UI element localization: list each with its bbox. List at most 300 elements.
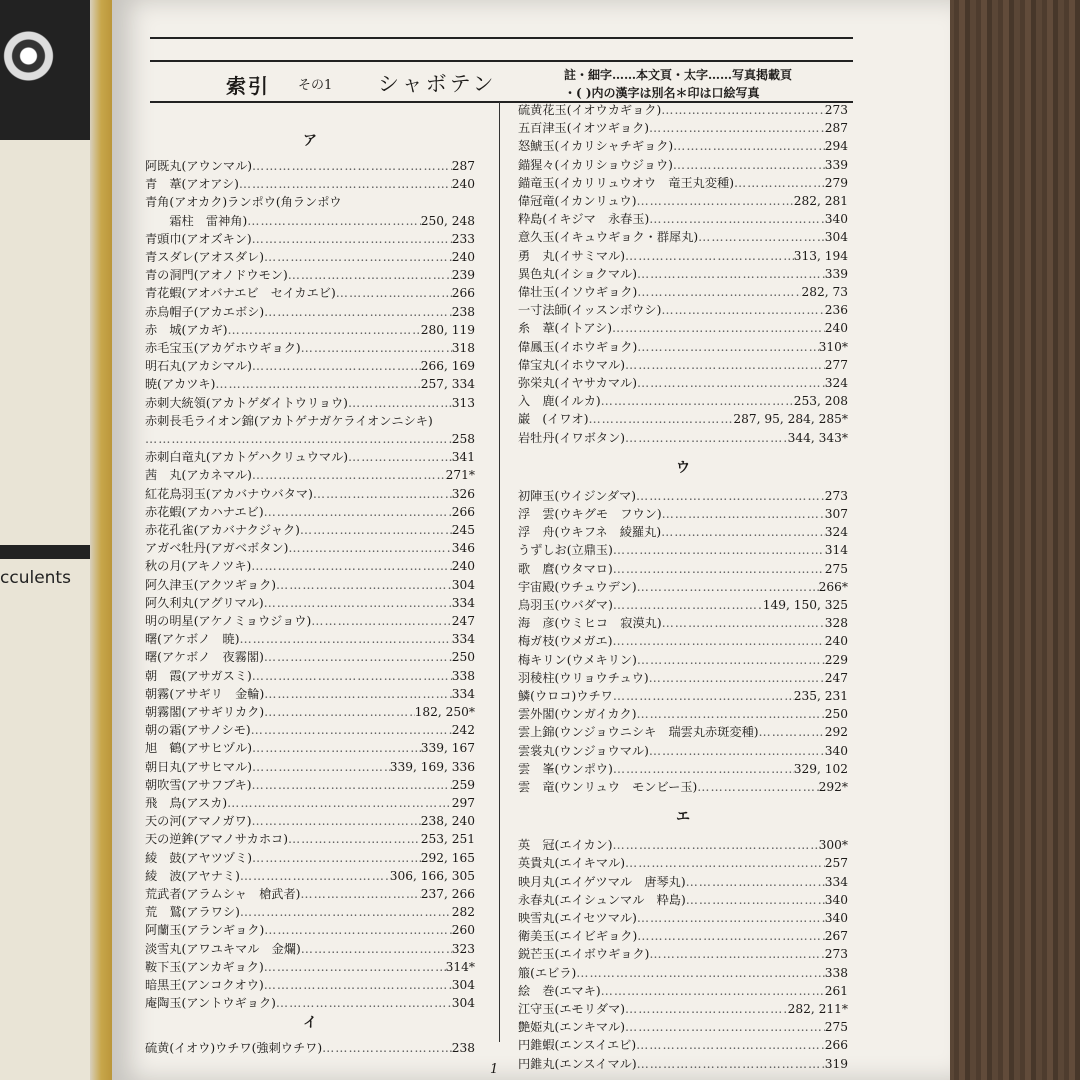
leader-dots bbox=[625, 356, 825, 374]
entry-pages: 233 bbox=[451, 231, 475, 246]
entry-pages: 240 bbox=[451, 559, 475, 574]
entry-pages: 266 bbox=[824, 1038, 848, 1053]
leader-dots bbox=[637, 374, 825, 392]
entry-pages: 318 bbox=[451, 341, 475, 355]
entry-pages: 258 bbox=[451, 432, 475, 446]
index-entry bbox=[518, 778, 848, 796]
leader-dots bbox=[734, 174, 825, 192]
leader-dots bbox=[145, 430, 452, 448]
entry-name: 阿蘭玉(アランギョク) bbox=[145, 923, 265, 938]
entry-pages: 240 bbox=[824, 634, 848, 649]
leader-dots bbox=[252, 667, 452, 685]
entry-pages: 313 bbox=[451, 395, 475, 410]
leader-dots bbox=[612, 836, 818, 854]
entry-name: 淡雪丸(アワユキマル 金爛) bbox=[145, 941, 301, 956]
entry-name: 雲上錦(ウンジョウニシキ 瑞雲丸赤斑変種) bbox=[518, 725, 759, 740]
index-entry bbox=[518, 301, 848, 319]
leader-dots bbox=[342, 193, 475, 211]
entry-name: 荒 鷲(アラワシ) bbox=[145, 905, 240, 920]
leader-dots bbox=[613, 687, 794, 705]
index-entry bbox=[518, 964, 848, 982]
leader-dots bbox=[252, 758, 390, 776]
leader-dots bbox=[759, 723, 825, 741]
index-entry bbox=[518, 742, 848, 760]
leader-dots bbox=[301, 940, 452, 958]
leader-dots bbox=[276, 576, 452, 594]
leader-dots bbox=[311, 612, 451, 630]
index-entry bbox=[145, 994, 475, 1012]
entry-pages: 282 bbox=[451, 905, 475, 920]
leader-dots bbox=[613, 541, 825, 559]
entry-pages: 267 bbox=[824, 929, 848, 944]
entry-name: 英 冠(エイカン) bbox=[518, 838, 613, 853]
entry-pages: 304 bbox=[451, 978, 475, 992]
leader-dots bbox=[661, 301, 824, 319]
entry-pages: 334 bbox=[824, 874, 848, 889]
entry-name: 朝吹雪(アサフブキ) bbox=[145, 777, 252, 792]
entry-name: 雲裳丸(ウンジョウマル) bbox=[518, 743, 649, 758]
leader-dots bbox=[276, 994, 452, 1012]
entry-pages: 259 bbox=[451, 777, 475, 792]
adjacent-book bbox=[0, 0, 118, 1080]
leader-dots bbox=[686, 873, 825, 891]
index-entry bbox=[518, 596, 848, 614]
entry-name: 宇宙殿(ウチュウデン) bbox=[518, 579, 637, 594]
leader-dots bbox=[227, 794, 452, 812]
entry-name: 糸 葦(イトアシ) bbox=[518, 321, 612, 336]
entry-pages: 282, 211* bbox=[787, 1002, 848, 1016]
index-entry bbox=[518, 723, 848, 741]
entry-name: 入 鹿(イルカ) bbox=[518, 394, 601, 409]
entry-pages: 292, 165 bbox=[420, 850, 475, 865]
entry-pages: 250 bbox=[451, 650, 475, 665]
entry-name: 天の河(アマノガワ) bbox=[145, 814, 252, 829]
entry-pages: 314* bbox=[445, 959, 475, 974]
entry-name: 絵 巻(エマキ) bbox=[518, 983, 601, 998]
leader-dots bbox=[215, 375, 420, 393]
index-entry bbox=[518, 156, 848, 174]
entry-pages: 310* bbox=[818, 339, 848, 354]
leader-dots bbox=[240, 867, 390, 885]
index-entry bbox=[518, 487, 848, 505]
entry-pages: 329, 102 bbox=[793, 761, 848, 776]
entry-name: アガベ牡丹(アガベボタン) bbox=[145, 541, 289, 556]
index-entry bbox=[145, 466, 475, 484]
leader-dots bbox=[264, 648, 452, 666]
entry-name: 青スダレ(アオスダレ) bbox=[145, 250, 264, 264]
entry-name: 梅キリン(ウメキリン) bbox=[518, 652, 637, 667]
leader-dots bbox=[264, 976, 452, 994]
index-entry bbox=[518, 174, 848, 192]
index-entry bbox=[145, 703, 475, 721]
entry-pages: 250 bbox=[824, 707, 848, 722]
entry-name: 赤毛宝玉(アカゲホウギョク) bbox=[145, 341, 301, 355]
leader-dots bbox=[251, 557, 451, 575]
index-entry bbox=[145, 1039, 475, 1057]
index-entry bbox=[518, 283, 848, 301]
leader-dots bbox=[247, 212, 420, 230]
leader-dots bbox=[264, 248, 452, 266]
index-entry bbox=[145, 485, 475, 503]
entry-name: 梅ガ枝(ウメガエ) bbox=[518, 634, 613, 649]
entry-name: 綾 鼓(アヤツヅミ) bbox=[145, 850, 253, 865]
entry-name: 勇 丸(イサミマル) bbox=[518, 248, 626, 263]
leader-dots bbox=[637, 651, 825, 669]
entry-name: 粋島(イキジマ 永春玉) bbox=[518, 212, 650, 227]
entry-pages: 334 bbox=[451, 595, 475, 610]
entry-name: 偉宝丸(イホウマル) bbox=[518, 357, 626, 372]
leader-dots bbox=[673, 137, 825, 155]
entry-name: 青角(アオカク)ランポウ(角ランポウ bbox=[145, 195, 342, 210]
leader-dots bbox=[661, 523, 825, 541]
index-entry bbox=[145, 940, 475, 958]
index-entry bbox=[145, 612, 475, 630]
leader-dots bbox=[637, 338, 818, 356]
index-entry bbox=[518, 247, 848, 265]
entry-pages: 338 bbox=[824, 965, 848, 980]
leader-dots bbox=[649, 119, 825, 137]
entry-name: うずしお(立鼎玉) bbox=[518, 543, 613, 558]
index-entry bbox=[518, 669, 848, 687]
entry-pages: 149, 150, 325 bbox=[762, 598, 848, 612]
index-entry bbox=[145, 776, 475, 794]
entry-pages: 282, 281 bbox=[793, 194, 848, 208]
leader-dots bbox=[288, 539, 451, 557]
entry-name: 箙(エビラ) bbox=[518, 965, 577, 980]
entry-name: 鱗(ウロコ)ウチワ bbox=[518, 689, 613, 703]
book-edge-label: cculents bbox=[0, 568, 71, 588]
entry-pages: 287 bbox=[824, 121, 848, 136]
index-entry bbox=[518, 854, 848, 872]
entry-name: 衛美玉(エイビギョク) bbox=[518, 929, 638, 944]
leader-dots bbox=[252, 230, 452, 248]
entry-pages: 306, 166, 305 bbox=[389, 868, 475, 883]
leader-dots bbox=[252, 357, 421, 375]
entry-name: 赤刺白竜丸(アカトゲハクリュウマル) bbox=[145, 450, 349, 465]
entry-name: 雲 峯(ウンポウ) bbox=[518, 761, 613, 776]
index-entry bbox=[145, 521, 475, 539]
entry-pages: 297 bbox=[451, 796, 475, 810]
entry-pages: 240 bbox=[824, 321, 848, 336]
entry-pages: 340 bbox=[824, 911, 848, 925]
entry-name: 朝霧(アサギリ 金輪) bbox=[145, 686, 265, 701]
entry-pages: 266 bbox=[451, 286, 475, 301]
entry-name: 円錐蝦(エンスイエビ) bbox=[518, 1038, 637, 1053]
entry-pages: 282, 73 bbox=[801, 285, 848, 299]
leader-dots bbox=[264, 503, 452, 521]
index-entry bbox=[145, 794, 475, 812]
entry-name: 雲外閣(ウンガイカク) bbox=[518, 707, 637, 722]
entry-pages: 304 bbox=[824, 230, 848, 245]
entry-name: 一寸法師(イッスンボウシ) bbox=[518, 303, 662, 318]
entry-pages: 334 bbox=[451, 686, 475, 701]
entry-pages: 240 bbox=[451, 250, 475, 264]
entry-name: 鞍下玉(アンカギョク) bbox=[145, 959, 264, 974]
entry-pages: 339 bbox=[824, 266, 848, 281]
leader-dots bbox=[348, 448, 452, 466]
leader-dots bbox=[252, 466, 446, 484]
leader-dots bbox=[637, 578, 819, 596]
entry-pages: 287 bbox=[451, 159, 475, 173]
index-entry bbox=[145, 248, 475, 266]
index-entry bbox=[518, 541, 848, 559]
entry-name: 暗黒王(アンコクオウ) bbox=[145, 978, 264, 992]
entry-pages: 273 bbox=[824, 103, 848, 117]
leader-dots bbox=[264, 685, 452, 703]
leader-dots bbox=[264, 921, 452, 939]
entry-pages: 279 bbox=[824, 175, 848, 190]
index-entry bbox=[518, 982, 848, 1000]
page-title: 索引 bbox=[226, 74, 270, 98]
entry-pages: 253, 251 bbox=[420, 832, 475, 847]
index-entry bbox=[518, 614, 848, 632]
index-entry bbox=[145, 758, 475, 776]
index-entry bbox=[145, 321, 475, 339]
index-entry bbox=[518, 705, 848, 723]
book-band bbox=[0, 545, 90, 559]
leader-dots bbox=[625, 854, 825, 872]
index-entry bbox=[145, 958, 475, 976]
index-entry bbox=[145, 284, 475, 302]
index-entry bbox=[145, 303, 475, 321]
entry-name: 江守玉(エモリダマ) bbox=[518, 1002, 626, 1016]
index-entry bbox=[145, 357, 475, 375]
entry-name: 赤 城(アカギ) bbox=[145, 322, 228, 337]
index-entry bbox=[145, 230, 475, 248]
leader-dots bbox=[698, 228, 825, 246]
index-entry bbox=[145, 394, 475, 412]
entry-pages: 237, 266 bbox=[420, 887, 475, 901]
entry-name: 鋭芒玉(エイボウギョク) bbox=[518, 947, 650, 962]
entry-name: 明の明星(アケノミョウジョウ) bbox=[145, 614, 312, 628]
entry-name: 朝 霞(アサガスミ) bbox=[145, 668, 252, 683]
entry-name: 円錐丸(エンスイマル) bbox=[518, 1056, 637, 1071]
index-entry bbox=[518, 836, 848, 854]
entry-name: 秋の月(アキノツキ) bbox=[145, 559, 252, 574]
index-entry bbox=[145, 157, 475, 175]
index-entry bbox=[518, 651, 848, 669]
entry-name: 怒鯱玉(イカリシャチギョク) bbox=[518, 139, 674, 154]
entry-pages: 240 bbox=[451, 177, 475, 192]
entry-name: 映雪丸(エイセツマル) bbox=[518, 911, 637, 925]
entry-name: 青の洞門(アオノドウモン) bbox=[145, 268, 288, 283]
entry-pages: 275 bbox=[824, 561, 848, 576]
entry-name: 意久玉(イキュウギョク・群犀丸) bbox=[518, 230, 699, 245]
entry-name: 羽稜柱(ウリョウチュウ) bbox=[518, 670, 649, 685]
index-entry bbox=[518, 410, 848, 428]
index-entry bbox=[518, 1055, 848, 1073]
entry-name: 天の逆鉾(アマノサカホコ) bbox=[145, 832, 288, 847]
entry-name: 歌 麿(ウタマロ) bbox=[518, 561, 613, 576]
leader-dots bbox=[662, 505, 825, 523]
entry-pages: 287, 95, 284, 285* bbox=[733, 412, 848, 427]
entry-pages: 261 bbox=[824, 983, 848, 998]
entry-pages: 235, 231 bbox=[793, 689, 848, 703]
entry-pages: 294 bbox=[824, 139, 848, 154]
leader-dots bbox=[637, 283, 801, 301]
leader-dots bbox=[239, 175, 452, 193]
entry-name: 五百津玉(イオツギョク) bbox=[518, 121, 650, 136]
index-entry bbox=[518, 228, 848, 246]
index-entry bbox=[145, 539, 475, 557]
entry-name: 青 葦(アオアシ) bbox=[145, 177, 239, 192]
entry-name: 阿久利丸(アグリマル) bbox=[145, 595, 264, 610]
entry-pages: 304 bbox=[451, 996, 475, 1011]
entry-name: 映月丸(エイゲツマル 唐琴丸) bbox=[518, 874, 686, 889]
entry-pages: 266* bbox=[818, 579, 848, 594]
index-entry bbox=[518, 687, 848, 705]
leader-dots bbox=[613, 560, 825, 578]
leader-dots bbox=[251, 721, 452, 739]
index-entry bbox=[518, 909, 848, 927]
index-entry bbox=[518, 192, 848, 210]
index-entry bbox=[518, 429, 848, 447]
leader-dots bbox=[601, 392, 794, 410]
entry-name: 初陣玉(ウイジンダマ) bbox=[518, 488, 637, 503]
entry-pages: 266, 169 bbox=[420, 359, 475, 374]
index-entry bbox=[145, 976, 475, 994]
index-entry bbox=[145, 903, 475, 921]
entry-name: 曙(アケボノ 夜霧閣) bbox=[145, 650, 264, 665]
leader-dots bbox=[313, 485, 452, 503]
entry-pages: 346 bbox=[451, 541, 475, 556]
index-entry bbox=[518, 392, 848, 410]
entry-pages: 340 bbox=[824, 212, 848, 227]
index-entry bbox=[145, 812, 475, 830]
entry-name: 硫黄(イオウ)ウチワ(強刺ウチワ) bbox=[145, 1041, 323, 1056]
index-entry bbox=[145, 594, 475, 612]
entry-pages: 257, 334 bbox=[420, 377, 475, 392]
entry-name: 英貴丸(エイキマル) bbox=[518, 856, 626, 871]
entry-pages: 280, 119 bbox=[420, 322, 475, 337]
entry-name: 庵陶玉(アントウギョク) bbox=[145, 996, 276, 1011]
index-entry bbox=[518, 505, 848, 523]
entry-pages: 182, 250* bbox=[414, 705, 475, 719]
entry-pages: 257 bbox=[824, 856, 848, 871]
leader-dots bbox=[625, 247, 794, 265]
entry-name: 青頭巾(アオズキン) bbox=[145, 231, 252, 246]
entry-pages: 245 bbox=[451, 523, 475, 537]
index-entry bbox=[145, 849, 475, 867]
entry-pages: 326 bbox=[451, 486, 475, 501]
leader-dots bbox=[433, 412, 475, 430]
index-entry bbox=[518, 356, 848, 374]
entry-pages: 319 bbox=[824, 1056, 848, 1071]
leader-dots bbox=[636, 705, 824, 723]
entry-name: 永春丸(エイシュンマル 粋島) bbox=[518, 892, 686, 907]
index-entry bbox=[518, 632, 848, 650]
entry-pages: 292 bbox=[824, 725, 848, 740]
entry-pages: 334 bbox=[451, 632, 475, 647]
index-entry bbox=[145, 830, 475, 848]
leader-dots bbox=[264, 594, 452, 612]
entry-pages: 273 bbox=[824, 488, 848, 503]
leader-dots bbox=[673, 156, 825, 174]
entry-name: 浮 雲(ウキグモ フウン) bbox=[518, 507, 662, 521]
leader-dots bbox=[264, 703, 415, 721]
leader-dots bbox=[322, 1039, 452, 1057]
leader-dots bbox=[288, 266, 452, 284]
index-entry bbox=[145, 685, 475, 703]
index-entry bbox=[145, 576, 475, 594]
leader-dots bbox=[662, 614, 825, 632]
entry-pages: 338 bbox=[451, 668, 475, 683]
index-entry bbox=[145, 867, 475, 885]
entry-pages: 313, 194 bbox=[793, 248, 848, 263]
entry-name: 飛 鳥(アスカ) bbox=[145, 796, 228, 810]
entry-name: 赤刺長毛ライオン錦(アカトゲナガケライオンニシキ) bbox=[145, 413, 433, 428]
leader-dots bbox=[625, 429, 788, 447]
leader-dots bbox=[252, 157, 452, 175]
entry-pages: 229 bbox=[824, 652, 848, 667]
entry-pages: 339 bbox=[824, 157, 848, 172]
index-entry bbox=[518, 1000, 848, 1018]
index-entry bbox=[518, 1036, 848, 1054]
header-rule-top bbox=[150, 60, 853, 62]
entry-name: 異色丸(イショクマル) bbox=[518, 266, 637, 281]
entry-pages: 238 bbox=[451, 304, 475, 319]
entry-pages: 324 bbox=[824, 376, 848, 390]
entry-pages: 247 bbox=[451, 614, 475, 628]
entry-name: 浮 舟(ウキフネ 綾羅丸) bbox=[518, 525, 662, 540]
index-entry bbox=[518, 101, 848, 119]
entry-pages: 340 bbox=[824, 892, 848, 907]
leader-dots bbox=[612, 632, 824, 650]
index-entry bbox=[518, 319, 848, 337]
entry-name: 艶姫丸(エンキマル) bbox=[518, 1020, 626, 1035]
entry-pages: 277 bbox=[824, 357, 848, 372]
entry-pages: 304 bbox=[451, 577, 475, 592]
index-entry bbox=[145, 885, 475, 903]
entry-name: 暁(アカツキ) bbox=[145, 377, 216, 392]
index-entry bbox=[518, 891, 848, 909]
leader-dots bbox=[637, 909, 825, 927]
entry-pages: 307 bbox=[824, 507, 848, 521]
index-entry bbox=[145, 448, 475, 466]
leader-dots bbox=[601, 982, 825, 1000]
page-number: 1 bbox=[490, 1062, 499, 1077]
index-entry bbox=[145, 212, 475, 230]
index-entry bbox=[518, 137, 848, 155]
leader-dots bbox=[252, 812, 421, 830]
entry-pages: 339, 167 bbox=[420, 741, 475, 756]
index-entry bbox=[145, 557, 475, 575]
entry-pages: 271* bbox=[445, 468, 475, 483]
index-entry bbox=[145, 266, 475, 284]
entry-name: 岩牡丹(イワボタン) bbox=[518, 430, 626, 445]
entry-name: 朝日丸(アサヒマル) bbox=[145, 759, 253, 774]
entry-name: 曙(アケボノ 暁) bbox=[145, 632, 240, 647]
entry-pages: 275 bbox=[824, 1020, 848, 1035]
legend-note-2: ・( )内の漢字は別名＊印は口絵写真 bbox=[564, 86, 760, 100]
entry-pages: 344, 343* bbox=[787, 430, 848, 445]
leader-dots bbox=[637, 265, 825, 283]
leader-dots bbox=[264, 958, 446, 976]
entry-name: 偉冠竜(イカンリュウ) bbox=[518, 194, 637, 208]
entry-pages: 250, 248 bbox=[420, 213, 475, 228]
leader-dots bbox=[649, 945, 824, 963]
category-title: シャボテン bbox=[378, 72, 497, 96]
leader-dots bbox=[300, 885, 420, 903]
entry-pages: 324 bbox=[824, 525, 848, 540]
index-entry bbox=[518, 119, 848, 137]
leader-dots bbox=[697, 778, 818, 796]
index-entry bbox=[145, 921, 475, 939]
leader-dots bbox=[288, 830, 421, 848]
index-entry bbox=[145, 739, 475, 757]
index-entry bbox=[145, 667, 475, 685]
entry-name: 烏羽玉(ウバダマ) bbox=[518, 598, 613, 612]
